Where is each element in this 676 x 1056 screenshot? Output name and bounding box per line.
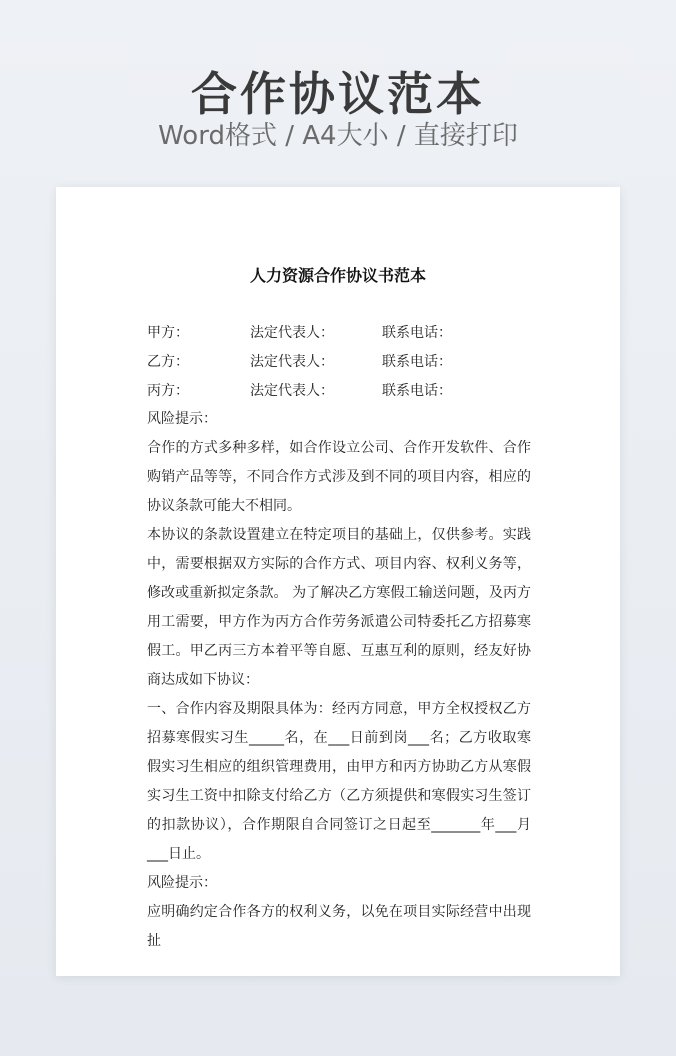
representative-label: 法定代表人： (250, 383, 334, 399)
party-row-b (147, 348, 547, 377)
body-paragraph: 合作的方式多种多样，如合作设立公司、合作开发软件、合作购销产品等等，不同合作方式涉及到不同的项目内容，相应的协议条款可能大不相同。 (147, 440, 531, 514)
party-label: 乙方： (147, 354, 189, 370)
representative-label: 法定代表人： (250, 325, 334, 341)
banner-subtitle: Word格式 / A4大小 / 直接打印 (158, 121, 518, 151)
body-paragraph: 本协议的条款设置建立在特定项目的基础上，仅供参考。实践中，需要根据双方实际的合作方式、项目内容、权利义务等，修改或重新拟定条款。 为了解决乙方寒假工输送问题，及丙方用工需要，甲方作为丙方合作劳务派遣公司特委托乙方招募寒假工。甲乙丙三方本着平等自愿、互惠互利的原则，经友好协商达成如下协议： (147, 527, 531, 688)
phone-label: 联系电话： (382, 354, 452, 370)
document-title: 人力资源合作协议书范本 (249, 266, 426, 285)
party-label: 丙方： (147, 383, 189, 399)
phone-label: 联系电话： (382, 383, 452, 399)
representative-label: 法定代表人： (250, 354, 334, 370)
party-row-c (147, 377, 547, 406)
risk-tip-heading: 风险提示： (147, 411, 217, 427)
document-body (147, 405, 531, 956)
body-paragraph: 应明确约定合作各方的权利义务，以免在项目实际经营中出现扯 (147, 904, 531, 949)
clause-paragraph: 一、合作内容及期限具体为：经丙方同意，甲方全权授权乙方招募寒假实习生_____名，在___日前到岗___名；乙方收取寒假实习生相应的组织管理费用，由甲方和丙方协助乙方从寒假实习生工资中扣除支付给乙方（乙方须提供和寒假实习生签订的扣款协议），合作期限自合同签订之日起至_______年___月___日止。 (147, 701, 531, 862)
party-row-a (147, 319, 547, 348)
phone-label: 联系电话： (382, 325, 452, 341)
banner-title: 合作协议范本 (191, 67, 485, 121)
risk-tip-heading: 风险提示： (147, 875, 217, 891)
party-label: 甲方： (147, 325, 189, 341)
